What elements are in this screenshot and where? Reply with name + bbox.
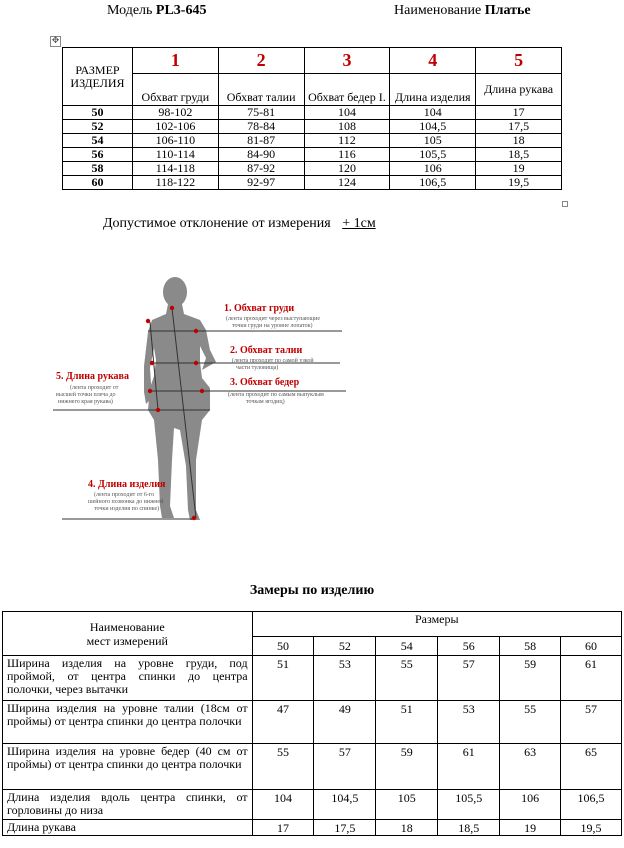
measurement-value: 59	[376, 744, 438, 790]
measurement-name: Длина изделия вдоль центра спинки, от горловины до низа	[3, 790, 253, 820]
measurement-value: 49	[314, 701, 376, 744]
value-cell: 87-92	[218, 162, 304, 176]
measurement-value: 57	[561, 701, 622, 744]
column-number: 5	[476, 48, 562, 74]
measurement-value: 106	[500, 790, 561, 820]
size-cell: 60	[63, 176, 133, 190]
value-cell: 19,5	[476, 176, 562, 190]
sizes-header: Размеры	[252, 612, 621, 637]
value-cell: 18	[476, 134, 562, 148]
label-chest-title: 1. Обхват груди	[224, 303, 295, 314]
size-table	[62, 47, 562, 190]
measurement-value: 59	[500, 656, 561, 701]
size-column-header: 54	[376, 637, 438, 656]
size-table-number-row	[63, 48, 562, 74]
value-cell: 17	[476, 106, 562, 120]
label-sleeve-note: нижнего края рукава)	[58, 399, 113, 405]
tolerance-value: + 1см	[342, 216, 376, 231]
measurement-name: Длина рукава	[3, 820, 253, 836]
column-number: 4	[390, 48, 476, 74]
size-cell: 54	[63, 134, 133, 148]
measurement-value: 63	[500, 744, 561, 790]
value-cell: 104	[304, 106, 390, 120]
table-move-handle-icon[interactable]: ✥	[51, 36, 60, 46]
size-cell: 56	[63, 148, 133, 162]
value-cell: 110-114	[132, 148, 218, 162]
size-cell: 52	[63, 120, 133, 134]
size-column-header: 60	[561, 637, 622, 656]
size-column-header: 52	[314, 637, 376, 656]
table-row	[63, 106, 562, 120]
measurement-value: 61	[561, 656, 622, 701]
measurement-name: Ширина изделия на уровне груди, под проймой, от центра спинки до центра полочки, через вытачки	[3, 656, 253, 701]
label-sleeve-note: (лента проходит от	[70, 385, 119, 391]
column-label: Обхват груди	[132, 74, 218, 106]
value-cell: 106,5	[390, 176, 476, 190]
label-waist-note: (лента проходит по самой узкой	[232, 358, 314, 364]
value-cell: 108	[304, 120, 390, 134]
table-row	[3, 701, 622, 744]
size-cell: 50	[63, 106, 133, 120]
table-row	[63, 134, 562, 148]
measurement-value: 55	[500, 701, 561, 744]
measurement-value: 105	[376, 790, 438, 820]
measurement-value: 19	[500, 820, 561, 836]
measurement-value: 104	[252, 790, 314, 820]
size-column-header: 50	[252, 637, 314, 656]
name-header	[394, 3, 531, 19]
value-cell: 124	[304, 176, 390, 190]
measurement-value: 47	[252, 701, 314, 744]
label-hips-note: точкам ягодиц)	[246, 399, 285, 405]
value-cell: 19	[476, 162, 562, 176]
measurement-value: 104,5	[314, 790, 376, 820]
measurement-value: 51	[376, 701, 438, 744]
table-row	[3, 820, 622, 836]
table-row	[3, 656, 622, 701]
column-number: 3	[304, 48, 390, 74]
value-cell: 106-110	[132, 134, 218, 148]
value-cell: 102-106	[132, 120, 218, 134]
size-table-label-row	[63, 74, 562, 106]
value-cell: 75-81	[218, 106, 304, 120]
measurement-value: 53	[314, 656, 376, 701]
label-length-note: точки изделия по спинке)	[94, 506, 160, 512]
value-cell: 104	[390, 106, 476, 120]
label-length-note: шейного позвонка до нижней	[88, 499, 164, 505]
label-chest-note: (лента проходит через выступающие	[226, 316, 320, 322]
column-label: Обхват талии	[218, 74, 304, 106]
measurements-table	[2, 611, 622, 836]
column-number: 2	[218, 48, 304, 74]
model-code: PL3-645	[155, 3, 207, 18]
table-row	[63, 162, 562, 176]
measurement-value: 19,5	[561, 820, 622, 836]
value-cell: 17,5	[476, 120, 562, 134]
column-label: Обхват бедер I.	[304, 74, 390, 106]
value-cell: 112	[304, 134, 390, 148]
table-row	[3, 790, 622, 820]
tolerance-note	[103, 216, 376, 232]
measurement-value: 53	[438, 701, 500, 744]
column-label: Длина рукава	[476, 74, 562, 106]
value-cell: 120	[304, 162, 390, 176]
value-cell: 106	[390, 162, 476, 176]
label-length-title: 4. Длина изделия	[88, 479, 166, 490]
measurement-value: 57	[438, 656, 500, 701]
size-header: РАЗМЕР ИЗДЕЛИЯ	[63, 48, 133, 106]
label-chest-note: точки груди на уровне лопаток)	[232, 323, 313, 329]
value-cell: 104,5	[390, 120, 476, 134]
measurement-value: 57	[314, 744, 376, 790]
measurements-title: Замеры по изделию	[249, 583, 375, 598]
measurement-value: 65	[561, 744, 622, 790]
value-cell: 84-90	[218, 148, 304, 162]
measurement-value: 17	[252, 820, 314, 836]
table-row	[3, 744, 622, 790]
measurement-value: 51	[252, 656, 314, 701]
label-sleeve-note: высшей точки плеча до	[56, 392, 116, 398]
label-length-note: (лента проходит от 6-го	[94, 492, 155, 498]
value-cell: 81-87	[218, 134, 304, 148]
label-waist-note: части туловища)	[236, 365, 279, 371]
table-row	[63, 148, 562, 162]
measurement-value: 17,5	[314, 820, 376, 836]
label-hips-title: 3. Обхват бедер	[230, 377, 300, 388]
measurement-name: Ширина изделия на уровне бедер (40 см от проймы) от центра спинки до центра полочки	[3, 744, 253, 790]
tolerance-text: Допустимое отклонение от измерения	[103, 216, 331, 231]
table-resize-handle-icon[interactable]	[562, 201, 568, 207]
model-header	[107, 3, 206, 19]
table-row	[63, 176, 562, 190]
measurements-header-row	[3, 612, 622, 637]
value-cell: 105	[390, 134, 476, 148]
column-number: 1	[132, 48, 218, 74]
name-header-line1: Наименование	[89, 619, 165, 634]
measurement-value: 18,5	[438, 820, 500, 836]
value-cell: 105,5	[390, 148, 476, 162]
size-column-header: 56	[438, 637, 500, 656]
value-cell: 98-102	[132, 106, 218, 120]
size-cell: 58	[63, 162, 133, 176]
value-cell: 78-84	[218, 120, 304, 134]
measurement-value: 55	[252, 744, 314, 790]
measurement-value: 18	[376, 820, 438, 836]
measurement-value: 61	[438, 744, 500, 790]
measurement-value: 106,5	[561, 790, 622, 820]
value-cell: 116	[304, 148, 390, 162]
label-waist-title: 2. Обхват талии	[230, 345, 303, 356]
model-label: Модель	[107, 3, 153, 18]
value-cell: 118-122	[132, 176, 218, 190]
name-label: Наименование	[394, 3, 482, 18]
name-header	[3, 612, 253, 656]
value-cell: 18,5	[476, 148, 562, 162]
name-header-line2: мест измерений	[86, 633, 168, 648]
column-label: Длина изделия	[390, 74, 476, 106]
label-sleeve-title: 5. Длина рукава	[56, 371, 129, 382]
measurement-name: Ширина изделия на уровне талии (18см от проймы) от центра спинки до центра полочки	[3, 701, 253, 744]
measurement-value: 105,5	[438, 790, 500, 820]
table-row	[63, 120, 562, 134]
measurement-value: 55	[376, 656, 438, 701]
label-hips-note: (лента проходит по самым выпуклым	[228, 392, 324, 398]
name-value: Платье	[484, 3, 531, 18]
value-cell: 92-97	[218, 176, 304, 190]
size-column-header: 58	[500, 637, 561, 656]
value-cell: 114-118	[132, 162, 218, 176]
body-measurement-figure	[50, 270, 360, 530]
